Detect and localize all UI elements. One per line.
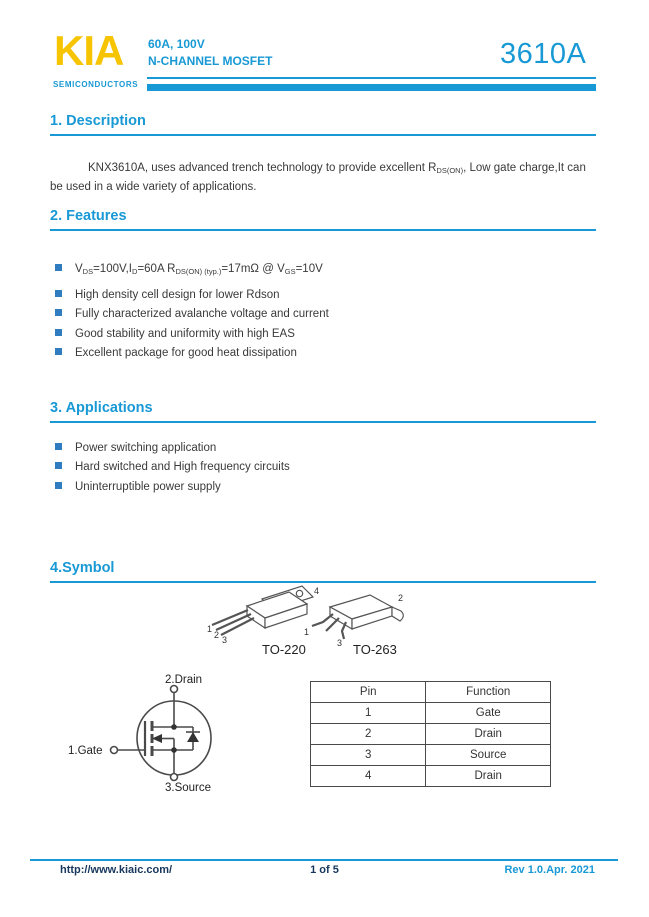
bullet-square-icon <box>55 462 62 469</box>
pin-cell: 1 <box>311 703 426 724</box>
header-divider-thin <box>147 77 596 79</box>
section-heading-features: 2. Features <box>50 208 596 231</box>
feature1-sub: DS(ON) (typ.) <box>175 267 222 276</box>
to220-pin3-label: 3 <box>222 635 228 645</box>
pin-cell: 2 <box>311 724 426 745</box>
diode-triangle-icon <box>187 732 199 742</box>
to263-pin1-label: 1 <box>304 627 310 637</box>
feature-text: Fully characterized avalanche voltage and current <box>75 308 329 320</box>
footer-revision: Rev 1.0.Apr. 2021 <box>504 864 595 876</box>
bullet-square-icon <box>55 329 62 336</box>
feature1-sub: DS <box>82 267 94 276</box>
drain-terminal-label: 2.Drain <box>165 674 203 686</box>
footer-page-number: 1 of 5 <box>310 864 339 876</box>
pin-cell: 4 <box>311 766 426 787</box>
footer-divider <box>30 859 618 861</box>
header-divider-thick <box>147 84 596 91</box>
table-row <box>311 724 551 745</box>
to220-pin4-label: 4 <box>314 586 320 596</box>
to-220-package-drawing <box>212 586 313 635</box>
section-heading-description: 1. Description <box>50 113 596 136</box>
header-title <box>148 36 272 70</box>
feature-text: High density cell design for lower Rdson <box>75 289 280 301</box>
feature-text: Excellent package for good heat dissipation <box>75 347 297 359</box>
to-263-package-drawing <box>312 595 403 639</box>
feature-item-4 <box>55 327 295 341</box>
source-terminal-label: 3.Source <box>165 782 212 794</box>
feature1-part: V <box>75 263 83 275</box>
pin-cell: 3 <box>311 745 426 766</box>
bullet-square-icon <box>55 290 62 297</box>
mosfet-symbol-diagram <box>60 668 300 798</box>
pin-table-header-pin: Pin <box>311 682 426 703</box>
to263-package-label: TO-263 <box>353 642 397 657</box>
application-text: Uninterruptible power supply <box>75 481 221 493</box>
to263-pin3-label: 3 <box>337 638 343 648</box>
description-text-2: , Low gate charge,It can be used in a wide variety of applications. <box>50 162 586 193</box>
feature-item-1 <box>55 262 323 279</box>
application-item-2 <box>55 460 290 474</box>
application-text: Power switching application <box>75 442 217 454</box>
bullet-square-icon <box>55 443 62 450</box>
description-text-1: KNX3610A, uses advanced trench technology to provide excellent R <box>88 162 437 174</box>
header-title-line1: 60A, 100V <box>148 37 205 51</box>
footer-url-link[interactable]: http://www.kiaic.com/ <box>60 864 173 876</box>
section-heading-applications: 3. Applications <box>50 400 596 423</box>
application-item-1 <box>55 441 216 455</box>
table-row <box>311 766 551 787</box>
feature1-part: =100V,I <box>93 263 133 275</box>
to220-pin1-label: 1 <box>207 624 213 634</box>
pin-table-header-row <box>311 682 551 703</box>
header-title-line2: N-CHANNEL MOSFET <box>148 54 273 68</box>
function-cell: Drain <box>426 724 551 745</box>
kia-logo: KIA <box>54 27 124 74</box>
bullet-square-icon <box>55 348 62 355</box>
bullet-square-icon <box>55 482 62 489</box>
bullet-square-icon <box>55 309 62 316</box>
feature1-part: =10V <box>295 263 323 275</box>
feature-item-5 <box>55 346 297 360</box>
feature1-sub: GS <box>284 267 296 276</box>
feature-text: Good stability and uniformity with high EAS <box>75 328 295 340</box>
feature1-part: =60A R <box>137 263 176 275</box>
feature-item-2 <box>55 288 280 302</box>
package-drawings <box>200 583 420 661</box>
bullet-square-icon <box>55 264 62 271</box>
pin-table-header-function: Function <box>426 682 551 703</box>
feature-item-3 <box>55 307 329 321</box>
function-cell: Drain <box>426 766 551 787</box>
function-cell: Gate <box>426 703 551 724</box>
description-subscript: DS(ON) <box>436 166 464 175</box>
section-heading-symbol: 4.Symbol <box>50 560 596 583</box>
description-paragraph <box>50 160 598 196</box>
pin-function-table <box>310 681 551 787</box>
table-row <box>311 703 551 724</box>
feature1-part: =17mΩ @ V <box>221 263 285 275</box>
to220-package-label: TO-220 <box>262 642 306 657</box>
feature1-sub: D <box>132 267 138 276</box>
function-cell: Source <box>426 745 551 766</box>
part-number: 3610A <box>500 38 587 70</box>
application-item-3 <box>55 480 221 494</box>
logo-subtext: SEMICONDUCTORS <box>53 80 139 89</box>
to263-pin2-label: 2 <box>398 593 404 603</box>
table-row <box>311 745 551 766</box>
gate-terminal-label: 1.Gate <box>68 745 103 757</box>
to220-pin2-label: 2 <box>214 630 220 640</box>
application-text: Hard switched and High frequency circuits <box>75 461 290 473</box>
